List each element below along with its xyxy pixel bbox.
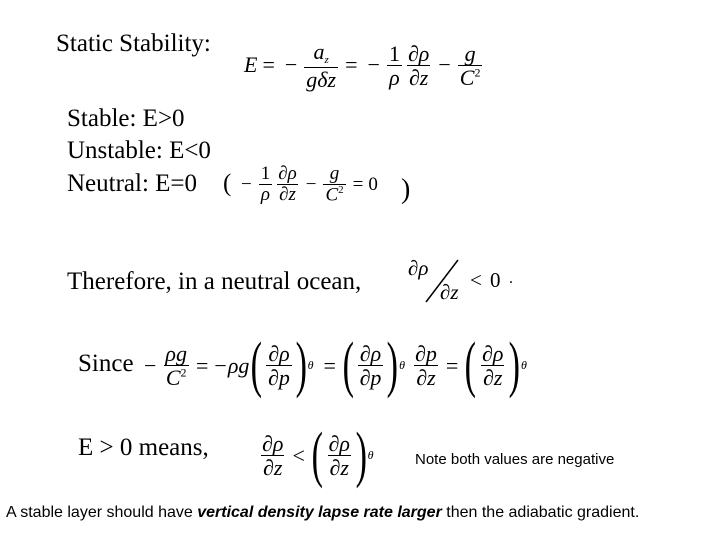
e-positive-text: E > 0 means, xyxy=(78,434,209,461)
neutral-ocean-inequality: ∂ρ ∂z < 0 xyxy=(408,256,501,304)
since-equation: − $\frac{\rho g}{C^2}$ = − ρg ( $\frac{\partial\rho}{\partial p}$ ) θ = ( $\frac{\partial\rho}{\partial p}$ ) θ $\frac{\partial p}{\partial z}$ = ( $\frac{\partial\rho}{\partial z}$ ) θ xyxy=(144,331,527,399)
stability-equation: E = − $\frac{az}{\text{gδz}}$ = − $\frac{1}{\rho}$ $\frac{\partial\rho}{\partial z}$ − $\frac{g}{C^2}$ xyxy=(244,39,481,92)
stable-condition: Stable: E>0 xyxy=(67,105,185,132)
unstable-condition: Unstable: E<0 xyxy=(67,137,211,164)
conclusion-sentence: A stable layer should have vertical density lapse rate larger then the adiabatic gradient. xyxy=(6,504,640,521)
neutral-condition: Neutral: E=0 xyxy=(67,170,198,197)
close-paren: ) xyxy=(401,174,411,205)
period: . xyxy=(509,270,513,287)
note-text: Note both values are negative xyxy=(415,451,615,468)
therefore-text: Therefore, in a neutral ocean, xyxy=(67,268,362,295)
static-stability-label: Static Stability: xyxy=(56,30,211,57)
stability-inequality: $\frac{\partial\rho}{\partial z}$ < ( $\frac{\partial\rho}{\partial z}$ ) θ xyxy=(262,421,374,489)
since-text: Since xyxy=(78,350,134,377)
neutral-equation: − $\frac{1}{\rho}$ $\frac{\partial\rho}{\partial z}$ − $\frac{g}{C^2}$ = 0 xyxy=(241,163,378,206)
open-paren: ( xyxy=(223,170,232,197)
